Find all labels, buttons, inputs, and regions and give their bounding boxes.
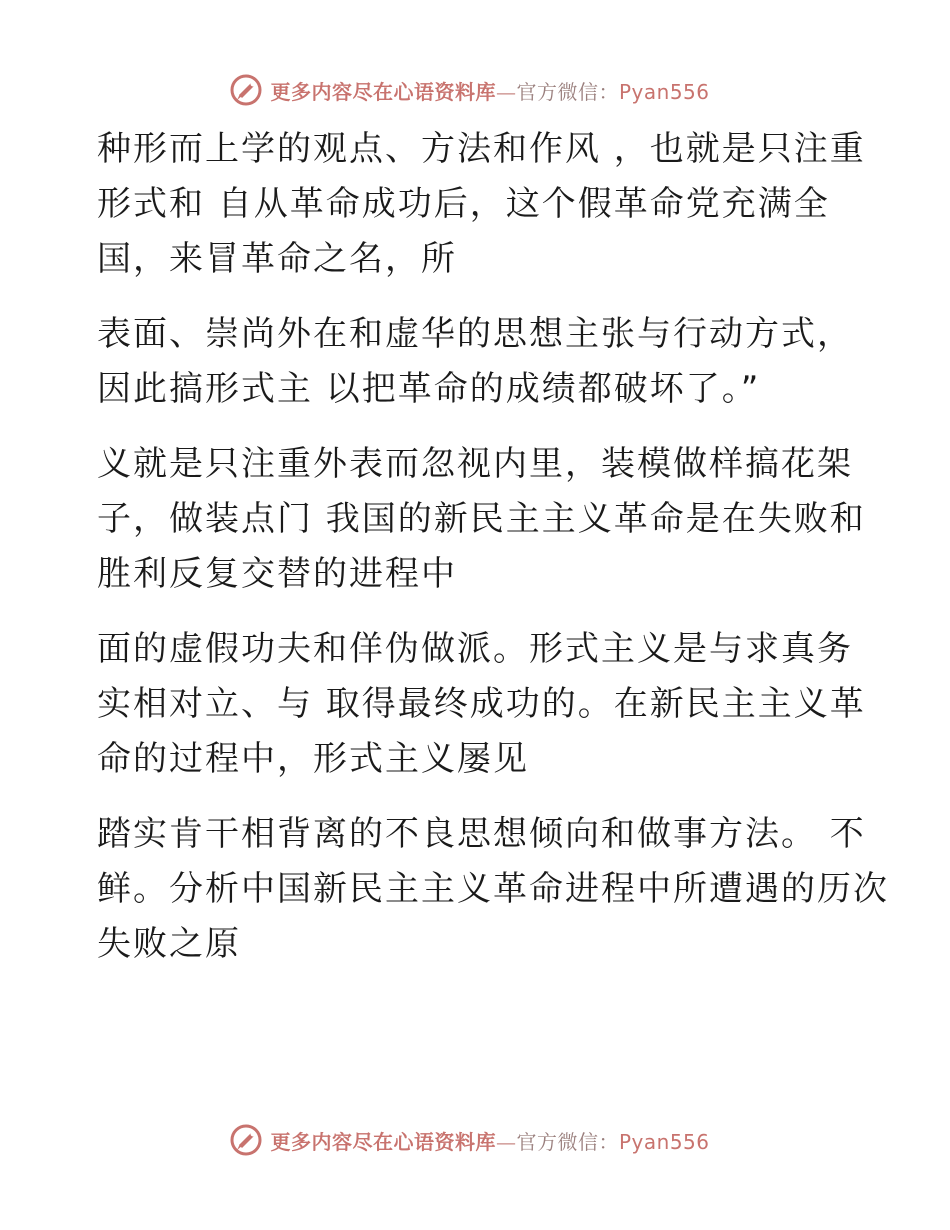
footer-banner xyxy=(0,1120,950,1160)
text-line: 胜利反复交替的进程中 xyxy=(97,554,457,594)
text-line: 国，来冒革命之名，所 xyxy=(97,239,457,279)
paragraph xyxy=(97,807,889,972)
header-banner xyxy=(0,70,950,110)
text-line: 踏实肯干相背离的不良思想倾向和做事方法。 不 xyxy=(97,814,866,854)
pen-logo-icon xyxy=(228,1122,264,1158)
text-line: 子，做装点门 我国的新民主主义革命是在失败和 xyxy=(97,499,866,539)
header-banner-inner xyxy=(228,72,709,108)
footer-contact-id: Pyan556 xyxy=(618,1129,710,1154)
footer-dash: — xyxy=(495,1129,517,1154)
text-line: 失败之原 xyxy=(97,924,241,964)
text-line: 因此搞形式主 以把革命的成绩都破坏了。” xyxy=(97,369,761,409)
header-dash: — xyxy=(495,79,517,104)
paragraph xyxy=(97,437,866,602)
footer-brand-text: 更多内容尽在心语资料库 xyxy=(270,1129,496,1154)
header-contact-label: 官方微信： xyxy=(516,79,619,104)
footer-text xyxy=(270,1126,709,1155)
header-contact-id: Pyan556 xyxy=(618,79,710,104)
footer-banner-inner xyxy=(228,1122,709,1158)
text-line: 表面、崇尚外在和虚华的思想主张与行动方式， xyxy=(97,314,853,354)
paragraph xyxy=(97,122,866,287)
paragraph xyxy=(97,307,857,417)
text-line: 面的虚假功夫和佯伪做派。形式主义是与求真务 xyxy=(97,629,853,669)
text-line: 命的过程中，形式主义屡见 xyxy=(97,739,529,779)
header-text xyxy=(270,76,709,105)
text-line: 形式和 自从革命成功后，这个假革命党充满全 xyxy=(97,184,830,224)
text-line: 种形而上学的观点、方法和作风 ，也就是只注重 xyxy=(97,129,866,169)
header-brand-text: 更多内容尽在心语资料库 xyxy=(270,79,496,104)
text-line: 鲜。分析中国新民主主义革命进程中所遭遇的历次 xyxy=(97,869,889,909)
paragraph xyxy=(97,622,866,787)
document-body xyxy=(97,122,889,992)
text-line: 义就是只注重外表而忽视内里，装模做样搞花架 xyxy=(97,444,853,484)
text-line: 实相对立、与 取得最终成功的。在新民主主义革 xyxy=(97,684,866,724)
pen-logo-icon xyxy=(228,72,264,108)
footer-contact-label: 官方微信： xyxy=(516,1129,619,1154)
